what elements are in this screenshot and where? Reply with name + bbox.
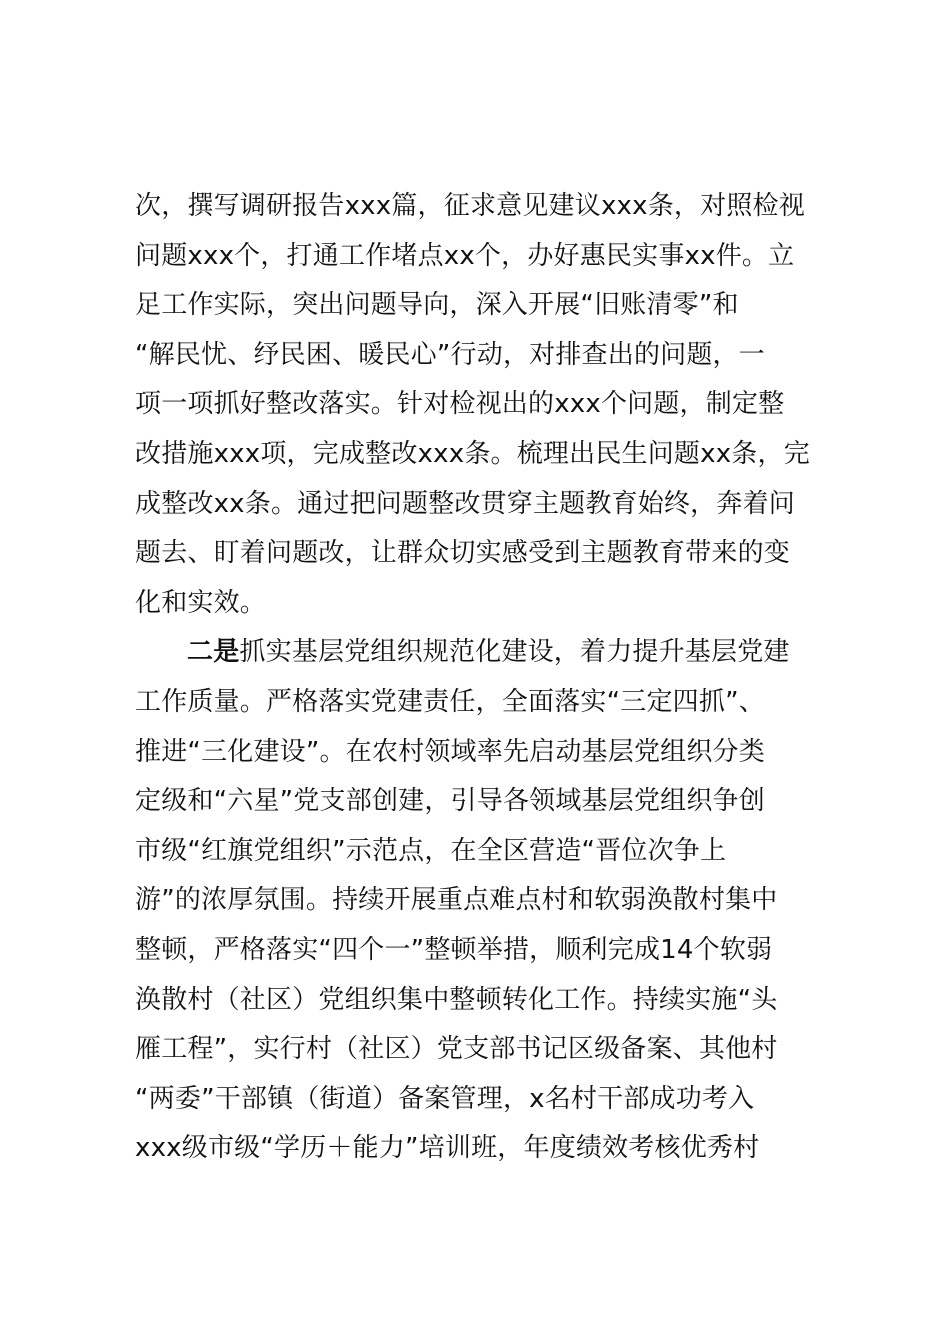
text-line: 成整改xx条。通过把问题整改贯穿主题教育始终，奔着问 <box>135 488 795 519</box>
text-line: 次，撰写调研报告xxx篇，征求意见建议xxx条，对照检视 <box>135 191 805 221</box>
text-line: 工作质量。严格落实党建责任，全面落实“三定四抓”、 <box>135 686 765 717</box>
text-line: 涣散村（社区）党组织集中整顿转化工作。持续实施“头 <box>135 984 778 1015</box>
text-line: xxx级市级“学历＋能力”培训班，年度绩效考核优秀村 <box>135 1133 760 1164</box>
text-line: 推进“三化建设”。在农村领域率先启动基层党组织分类 <box>135 736 765 767</box>
text-line: 定级和“六星”党支部创建，引导各领域基层党组织争创 <box>135 786 765 817</box>
paragraph-two-first-line <box>135 628 860 678</box>
text-line: 改措施xxx项，完成整改xxx条。梳理出民生问题xx条，完 <box>135 438 810 469</box>
text-line: 题去、盯着问题改，让群众切实感受到主题教育带来的变 <box>135 538 791 569</box>
paragraph-lead: 二是 <box>187 637 240 668</box>
text-line: 雁工程”，实行村（社区）党支部书记区级备案、其他村 <box>135 1034 778 1065</box>
text-line: 化和实效。 <box>135 587 267 618</box>
text-line: 项一项抓好整改落实。针对检视出的xxx个问题，制定整 <box>135 389 785 420</box>
text-line: 游”的浓厚氛围。持续开展重点难点村和软弱涣散村集中 <box>135 885 778 916</box>
text-line: 足工作实际，突出问题导向，深入开展“旧账清零”和 <box>135 290 739 321</box>
body-text <box>135 182 860 1174</box>
paragraph-text: 抓实基层党组织规范化建设，着力提升基层党建 <box>239 637 790 668</box>
text-line: 整顿，严格落实“四个一”整顿举措，顺利完成14个软弱 <box>135 934 773 965</box>
text-line: 市级“红旗党组织”示范点，在全区营造“晋位次争上 <box>135 835 727 866</box>
text-line: “解民忧、纾民困、暖民心”行动，对排查出的问题，一 <box>135 339 765 370</box>
text-line: 问题xxx个，打通工作堵点xx个，办好惠民实事xx件。立 <box>135 240 795 271</box>
text-line: “两委”干部镇（街道）备案管理，x名村干部成功考入 <box>135 1083 755 1114</box>
